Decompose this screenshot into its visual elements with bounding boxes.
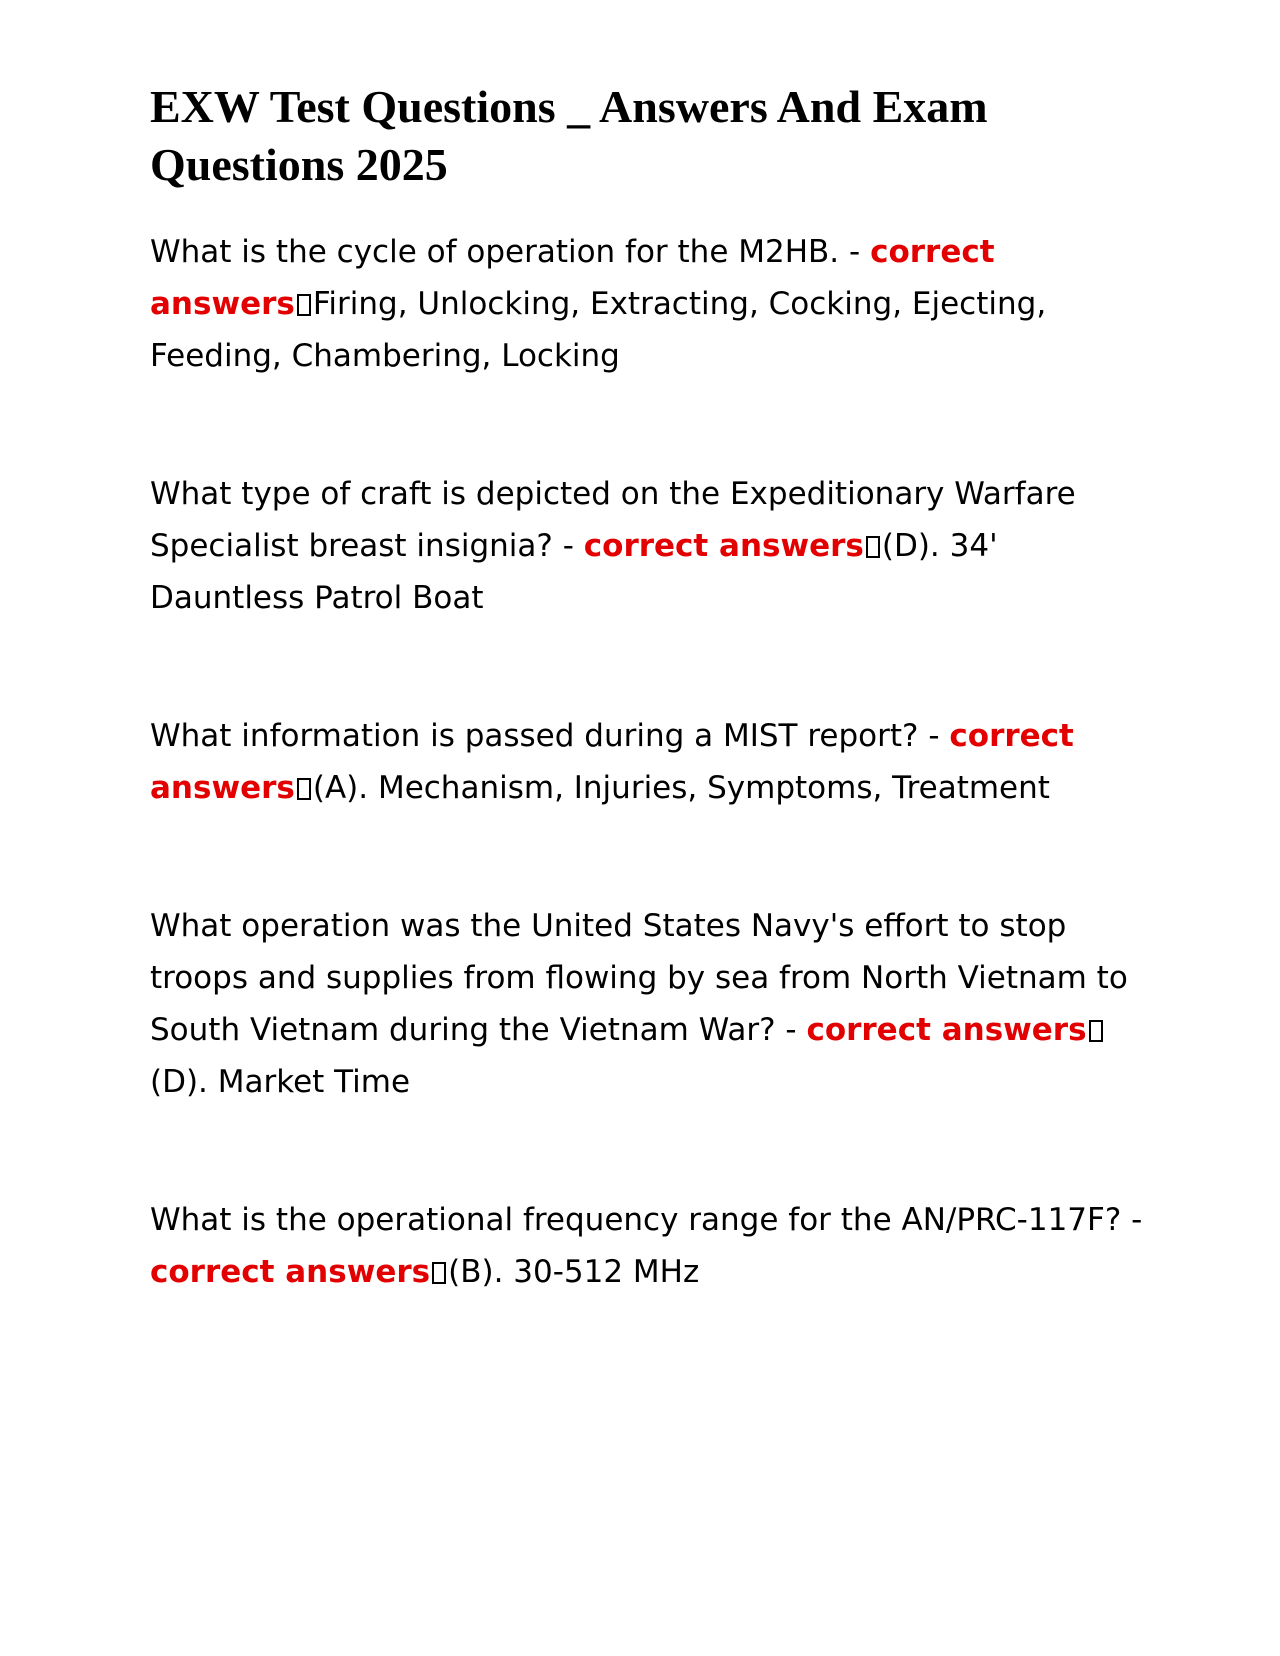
correct-answers-label: correct answers [583, 528, 864, 564]
question-text: What is the cycle of operation for the M2HB. [150, 234, 840, 270]
correct-answers-label: correct answers [806, 1012, 1087, 1048]
answer-text: (A). Mechanism, Injuries, Symptoms, Treatment [312, 770, 1050, 806]
qa-item-2: What type of craft is depicted on the Expeditionary Warfare Specialist breast insignia? - correct answers (D). 34' Dauntless Patrol Boat [150, 476, 1076, 616]
missing-glyph-icon [297, 294, 311, 316]
missing-glyph-icon [1089, 1020, 1103, 1042]
qa-item-5: What is the operational frequency range for the AN/PRC-117F? - correct answers (B). 30-512 MHz [150, 1202, 1143, 1290]
missing-glyph-icon [866, 536, 880, 558]
missing-glyph-icon [297, 778, 311, 800]
question-text: What is the operational frequency range for the AN/PRC-117F? [150, 1202, 1122, 1238]
question-text: What type of craft is depicted on the Expeditionary Warfare Specialist breast insignia? [150, 476, 1076, 564]
answer-text: (B). 30-512 MHz [448, 1254, 700, 1290]
correct-answers-label: correct answers [150, 718, 1074, 806]
qa-item-4: What operation was the United States Navy's effort to stop troops and supplies from flowing by sea from North Vietnam to South Vietnam during the Vietnam War? - correct answers(D). Market Time [150, 908, 1128, 1100]
document-page [150, 78, 1150, 1298]
question-text: What information is passed during a MIST report? [150, 718, 919, 754]
document-title: EXW Test Questions _ Answers And Exam Questions 2025 [150, 81, 988, 190]
missing-glyph-icon [432, 1262, 446, 1284]
answer-text: Firing, Unlocking, Extracting, Cocking, Ejecting, Feeding, Chambering, Locking [150, 286, 1047, 374]
qa-item-3: What information is passed during a MIST report? - correct answers (A). Mechanism, Injuries, Symptoms, Treatment [150, 718, 1074, 806]
answer-text: (D). 34' Dauntless Patrol Boat [150, 528, 998, 616]
question-text: What operation was the United States Navy's effort to stop troops and supplies from flowing by sea from North Vietnam to South Vietnam during the Vietnam War? [150, 908, 1128, 1048]
answer-text: (D). Market Time [150, 1064, 411, 1100]
correct-answers-label: correct answers [150, 234, 995, 322]
correct-answers-label: correct answers [150, 1254, 431, 1290]
qa-item-1: What is the cycle of operation for the M2HB. - correct answers Firing, Unlocking, Extracting, Cocking, Ejecting, Feeding, Chambering, Locking [150, 234, 1047, 374]
